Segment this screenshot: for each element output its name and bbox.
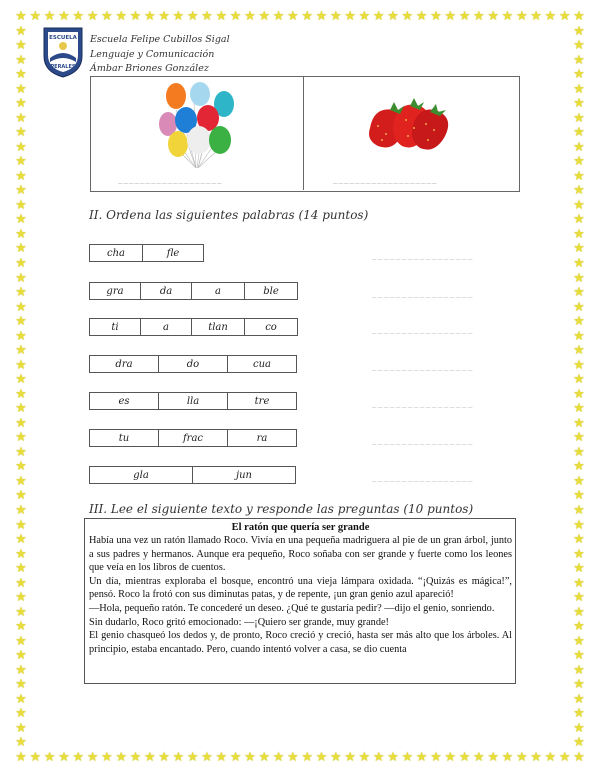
border-star-icon: ★ — [573, 750, 585, 765]
border-star-icon: ★ — [415, 9, 428, 24]
border-star-icon: ★ — [215, 750, 228, 765]
answer-line-5[interactable]: _________________ — [372, 398, 474, 408]
story-paragraph: El genio chasqueó los dedos y, de pronto, Roco creció y creció, hasta ser más alto que los árboles. Al principio, estaba encantado. Pero, cuando intentó volver a casa, se dio cuenta — [89, 630, 512, 655]
border-star-icon: ★ — [573, 328, 585, 344]
border-star-icon: ★ — [244, 9, 256, 24]
syllable-row-1 — [89, 244, 204, 262]
border-star-icon: ★ — [143, 9, 156, 24]
border-star-icon: ★ — [573, 662, 585, 678]
image-divider — [303, 76, 304, 190]
answer-line-right[interactable]: ___________________ — [333, 174, 438, 184]
syllable-box: a — [141, 319, 192, 335]
border-star-icon: ★ — [573, 459, 585, 475]
border-star-icon: ★ — [58, 9, 70, 24]
border-star-icon: ★ — [15, 357, 27, 373]
syllable-box: es — [90, 393, 159, 409]
border-star-icon: ★ — [15, 662, 27, 678]
border-star-icon: ★ — [573, 52, 585, 68]
border-star-icon: ★ — [15, 590, 27, 606]
school-name: Escuela Felipe Cubillos Sigal — [90, 34, 230, 45]
border-star-icon: ★ — [301, 9, 313, 24]
border-star-icon: ★ — [573, 81, 585, 97]
story-paragraph: —Hola, pequeño ratón. Te concederé un deseo. ¿Qué te gustaría pedir? —dijo el genio, sonriendo. — [89, 602, 495, 614]
border-star-icon: ★ — [573, 706, 585, 722]
border-star-icon: ★ — [530, 750, 542, 765]
syllable-box: gra — [90, 283, 141, 299]
story-paragraph: Un día, mientras exploraba el bosque, encontró una vieja lámpara oxidada. “¡Quizás es mágica!”, pensó. Roco la frotó con sus diminutas patas, y de repente, ¡un gran genio azul apareció! — [89, 575, 512, 601]
border-star-icon: ★ — [401, 9, 414, 24]
border-star-icon: ★ — [573, 488, 585, 504]
school-logo — [42, 26, 84, 78]
syllable-box: co — [265, 321, 277, 333]
border-star-icon: ★ — [115, 750, 127, 765]
border-star-icon: ★ — [15, 459, 27, 475]
border-star-icon: ★ — [573, 154, 585, 170]
border-star-icon: ★ — [573, 197, 585, 213]
syllable-box: lla — [159, 393, 228, 409]
syllable-box: a — [192, 283, 245, 299]
border-star-icon: ★ — [15, 9, 27, 24]
border-star-icon: ★ — [15, 212, 27, 228]
border-star-icon: ★ — [15, 517, 27, 533]
border-star-icon: ★ — [401, 750, 414, 765]
syllable-box: gla — [90, 467, 193, 483]
border-star-icon: ★ — [15, 81, 27, 97]
border-star-icon: ★ — [573, 677, 585, 693]
border-star-icon: ★ — [172, 750, 185, 765]
border-star-icon: ★ — [430, 750, 442, 765]
border-star-icon: ★ — [573, 241, 585, 257]
border-star-icon: ★ — [15, 285, 27, 301]
border-star-icon: ★ — [15, 575, 27, 591]
border-star-icon: ★ — [15, 444, 27, 460]
border-star-icon: ★ — [287, 750, 299, 765]
border-star-icon: ★ — [129, 9, 142, 24]
border-star-icon: ★ — [458, 750, 471, 765]
border-star-icon: ★ — [372, 750, 385, 765]
border-star-icon: ★ — [544, 750, 557, 765]
border-star-icon: ★ — [15, 67, 27, 83]
border-star-icon: ★ — [487, 9, 499, 24]
border-star-icon: ★ — [573, 503, 585, 518]
border-star-icon: ★ — [15, 648, 27, 664]
border-star-icon: ★ — [129, 750, 142, 765]
border-star-icon: ★ — [15, 473, 27, 489]
border-star-icon: ★ — [573, 575, 585, 591]
border-star-icon: ★ — [573, 372, 585, 388]
border-star-icon: ★ — [272, 9, 285, 24]
border-star-icon: ★ — [573, 343, 585, 359]
border-star-icon: ★ — [573, 357, 585, 373]
border-star-icon: ★ — [43, 9, 56, 24]
border-star-icon: ★ — [558, 750, 571, 765]
logo-bottom-text: PERALES — [50, 64, 76, 70]
border-star-icon: ★ — [344, 750, 356, 765]
border-star-icon: ★ — [158, 750, 170, 765]
border-star-icon: ★ — [15, 401, 27, 417]
border-star-icon: ★ — [573, 38, 585, 54]
border-star-icon: ★ — [573, 561, 585, 577]
border-star-icon: ★ — [573, 691, 585, 707]
answer-line-left[interactable]: ___________________ — [118, 174, 223, 184]
border-star-icon: ★ — [430, 9, 442, 24]
border-star-icon: ★ — [573, 604, 585, 620]
border-star-icon: ★ — [15, 256, 27, 271]
border-star-icon: ★ — [229, 750, 242, 765]
answer-line-7[interactable]: _________________ — [372, 472, 474, 482]
border-star-icon: ★ — [573, 226, 585, 242]
border-star-icon: ★ — [573, 67, 585, 83]
border-star-icon: ★ — [15, 23, 27, 39]
border-star-icon: ★ — [101, 750, 113, 765]
border-star-icon: ★ — [15, 546, 27, 562]
border-star-icon: ★ — [372, 9, 385, 24]
border-star-icon: ★ — [573, 415, 585, 431]
border-star-icon: ★ — [86, 9, 99, 24]
border-star-icon: ★ — [101, 9, 113, 24]
border-star-icon: ★ — [15, 38, 27, 54]
border-star-icon: ★ — [229, 9, 242, 24]
border-star-icon: ★ — [115, 9, 127, 24]
border-star-icon: ★ — [15, 503, 27, 518]
border-star-icon: ★ — [573, 444, 585, 460]
border-star-icon: ★ — [15, 110, 27, 126]
border-star-icon: ★ — [15, 226, 27, 242]
border-star-icon: ★ — [444, 750, 457, 765]
border-star-icon: ★ — [15, 343, 27, 359]
border-star-icon: ★ — [515, 9, 528, 24]
border-star-icon: ★ — [573, 23, 585, 39]
border-star-icon: ★ — [573, 473, 585, 489]
border-star-icon: ★ — [43, 750, 56, 765]
border-star-icon: ★ — [15, 125, 27, 141]
border-star-icon: ★ — [573, 546, 585, 562]
border-star-icon: ★ — [444, 9, 457, 24]
syllable-box: jun — [236, 469, 252, 481]
border-star-icon: ★ — [387, 750, 399, 765]
border-star-icon: ★ — [458, 9, 471, 24]
border-star-icon: ★ — [15, 604, 27, 620]
border-star-icon: ★ — [29, 750, 42, 765]
syllable-row-7 — [89, 466, 296, 484]
border-star-icon: ★ — [315, 9, 328, 24]
border-star-icon: ★ — [15, 415, 27, 431]
border-star-icon: ★ — [158, 9, 170, 24]
border-star-icon: ★ — [573, 110, 585, 126]
border-star-icon: ★ — [272, 750, 285, 765]
border-star-icon: ★ — [15, 168, 27, 184]
border-star-icon: ★ — [344, 9, 356, 24]
border-star-icon: ★ — [15, 532, 27, 548]
border-star-icon: ★ — [15, 619, 27, 635]
border-star-icon: ★ — [15, 139, 27, 155]
border-star-icon: ★ — [501, 750, 514, 765]
syllable-box: tlan — [192, 319, 245, 335]
section2-title: II. Ordena las siguientes palabras (14 puntos) — [89, 208, 369, 222]
border-star-icon: ★ — [573, 139, 585, 155]
border-star-icon: ★ — [15, 386, 27, 402]
syllable-box: cha — [90, 245, 143, 261]
syllable-box: ti — [90, 319, 141, 335]
border-star-icon: ★ — [415, 750, 428, 765]
subject-name: Lenguaje y Comunicación — [90, 49, 215, 60]
border-star-icon: ★ — [15, 706, 27, 722]
border-star-icon: ★ — [287, 9, 299, 24]
syllable-box: frac — [159, 430, 228, 446]
syllable-box: da — [141, 283, 192, 299]
border-star-icon: ★ — [544, 9, 557, 24]
border-star-icon: ★ — [29, 9, 42, 24]
border-star-icon: ★ — [15, 561, 27, 577]
border-star-icon: ★ — [329, 9, 342, 24]
teacher-name: Ámbar Briones González — [90, 63, 209, 74]
border-star-icon: ★ — [573, 212, 585, 228]
border-star-icon: ★ — [573, 285, 585, 301]
border-star-icon: ★ — [244, 750, 256, 765]
border-star-icon: ★ — [573, 386, 585, 402]
border-star-icon: ★ — [358, 750, 371, 765]
border-star-icon: ★ — [172, 9, 185, 24]
story-box — [84, 518, 516, 684]
syllable-box: do — [159, 356, 228, 372]
syllable-box: ra — [256, 432, 268, 444]
story-paragraph: Había una vez un ratón llamado Roco. Vivía en una pequeña madriguera al pie de un gran árbol, junto a sus padres y hermanos. Aunque era pequeño, Roco soñaba con ser grande y fuerte como los leones que veía en los libros de cuentos. — [89, 535, 512, 574]
border-star-icon: ★ — [573, 125, 585, 141]
border-star-icon: ★ — [573, 314, 585, 330]
border-star-icon: ★ — [558, 9, 571, 24]
border-star-icon: ★ — [15, 691, 27, 707]
border-star-icon: ★ — [573, 619, 585, 635]
answer-line-1[interactable]: _________________ — [372, 250, 474, 260]
border-star-icon: ★ — [573, 168, 585, 184]
border-star-icon: ★ — [515, 750, 528, 765]
border-star-icon: ★ — [573, 401, 585, 417]
border-star-icon: ★ — [573, 720, 585, 736]
border-star-icon: ★ — [143, 750, 156, 765]
border-star-icon: ★ — [86, 750, 99, 765]
border-star-icon: ★ — [15, 197, 27, 213]
border-star-icon: ★ — [15, 372, 27, 388]
border-star-icon: ★ — [573, 256, 585, 271]
syllable-box: tre — [254, 395, 270, 407]
section3-title: III. Lee el siguiente texto y responde las preguntas (10 puntos) — [89, 502, 474, 516]
border-star-icon: ★ — [15, 270, 27, 286]
border-star-icon: ★ — [72, 9, 85, 24]
border-star-icon: ★ — [15, 299, 27, 315]
border-star-icon: ★ — [72, 750, 85, 765]
border-star-icon: ★ — [573, 430, 585, 446]
border-star-icon: ★ — [186, 9, 199, 24]
story-paragraph: Sin dudarlo, Roco gritó emocionado: —¡Quiero ser grande, muy grande! — [89, 616, 389, 628]
border-star-icon: ★ — [387, 9, 399, 24]
border-star-icon: ★ — [573, 9, 585, 24]
border-star-icon: ★ — [15, 677, 27, 693]
answer-line-4[interactable]: _________________ — [372, 361, 474, 371]
border-star-icon: ★ — [15, 183, 27, 199]
border-star-icon: ★ — [15, 735, 27, 751]
border-star-icon: ★ — [258, 750, 271, 765]
logo-top-text: ESCUELA — [49, 35, 77, 41]
syllable-box: cua — [252, 358, 271, 370]
border-star-icon: ★ — [201, 750, 213, 765]
border-star-icon: ★ — [573, 590, 585, 606]
strawberries-icon — [364, 98, 456, 154]
border-star-icon: ★ — [573, 270, 585, 286]
border-star-icon: ★ — [15, 720, 27, 736]
border-star-icon: ★ — [487, 750, 499, 765]
border-star-icon: ★ — [15, 241, 27, 257]
story-title: El ratón que quería ser grande — [231, 522, 370, 533]
border-star-icon: ★ — [15, 633, 27, 649]
border-star-icon: ★ — [186, 750, 199, 765]
syllable-row-2 — [89, 282, 298, 300]
border-star-icon: ★ — [215, 9, 228, 24]
border-star-icon: ★ — [573, 183, 585, 199]
border-star-icon: ★ — [573, 299, 585, 315]
syllable-box: tu — [90, 430, 159, 446]
border-star-icon: ★ — [15, 154, 27, 170]
border-star-icon: ★ — [573, 532, 585, 548]
border-star-icon: ★ — [15, 52, 27, 68]
border-star-icon: ★ — [473, 9, 485, 24]
border-star-icon: ★ — [201, 9, 213, 24]
syllable-row-6 — [89, 429, 297, 447]
border-star-icon: ★ — [573, 96, 585, 112]
syllable-row-3 — [89, 318, 298, 336]
border-star-icon: ★ — [530, 9, 542, 24]
syllable-row-5 — [89, 392, 297, 410]
border-star-icon: ★ — [329, 750, 342, 765]
border-star-icon: ★ — [15, 488, 27, 504]
syllable-box: ble — [263, 285, 279, 297]
border-star-icon: ★ — [258, 9, 271, 24]
border-star-icon: ★ — [58, 750, 70, 765]
border-star-icon: ★ — [15, 750, 27, 765]
border-star-icon: ★ — [301, 750, 313, 765]
syllable-box: fle — [166, 247, 180, 259]
answer-line-6[interactable]: _________________ — [372, 435, 474, 445]
border-star-icon: ★ — [501, 9, 514, 24]
answer-line-3[interactable]: _________________ — [372, 324, 474, 334]
border-star-icon: ★ — [573, 735, 585, 751]
border-star-icon: ★ — [315, 750, 328, 765]
balloons-icon — [156, 80, 240, 172]
border-star-icon: ★ — [15, 328, 27, 344]
answer-line-2[interactable]: _________________ — [372, 288, 474, 298]
border-star-icon: ★ — [573, 633, 585, 649]
border-star-icon: ★ — [573, 517, 585, 533]
border-star-icon: ★ — [15, 314, 27, 330]
syllable-box: dra — [90, 356, 159, 372]
border-star-icon: ★ — [358, 9, 371, 24]
border-star-icon: ★ — [573, 648, 585, 664]
border-star-icon: ★ — [473, 750, 485, 765]
border-star-icon: ★ — [15, 430, 27, 446]
syllable-row-4 — [89, 355, 297, 373]
border-star-icon: ★ — [15, 96, 27, 112]
